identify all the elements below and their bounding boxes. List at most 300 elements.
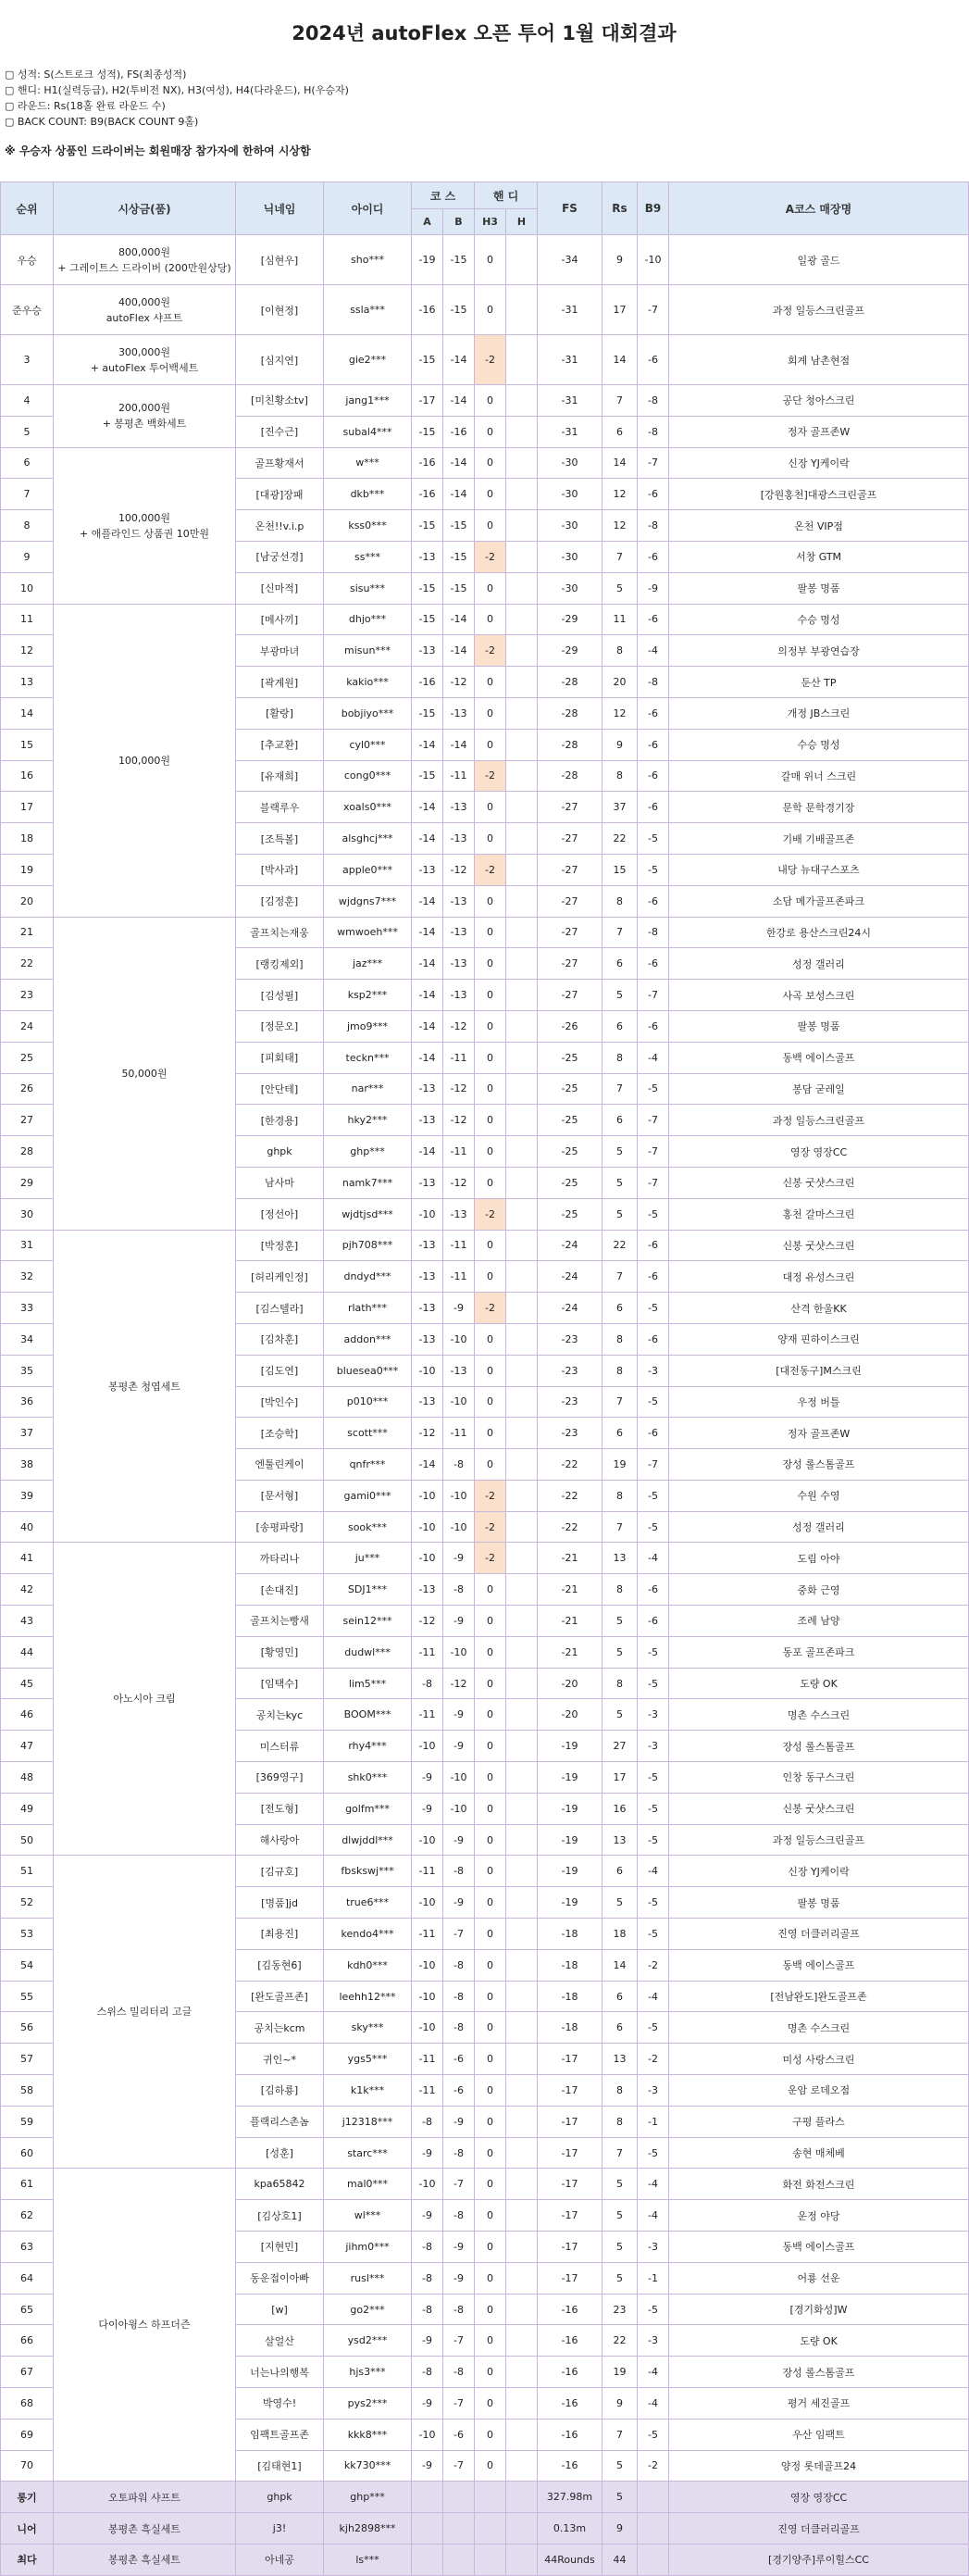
rs-cell: 13 [603,1543,638,1574]
h-cell [506,854,538,885]
h-cell [506,1480,538,1511]
store-cell: [대전동구]M스크린 [669,1355,969,1386]
table-row [1,1856,969,1887]
id-cell: SDJ1*** [324,1574,412,1606]
rank-cell: 21 [1,917,54,948]
rs-cell: 8 [603,1574,638,1606]
id-cell: rusl*** [324,2262,412,2294]
rs-cell: 5 [603,1699,638,1731]
id-cell: dudwl*** [324,1636,412,1668]
id-cell: w*** [324,447,412,479]
h-cell [506,1261,538,1293]
nickname-cell: [정문오] [236,1010,324,1042]
store-cell: 일광 골드 [669,235,969,285]
fs-cell: -19 [538,1856,603,1887]
b9-cell: -3 [638,2075,669,2107]
b9-cell: -7 [638,1449,669,1481]
h-cell [506,285,538,335]
h-cell [506,1919,538,1950]
nickname-cell: [임택수] [236,1668,324,1699]
rs-cell: 23 [603,2294,638,2325]
rs-cell: 8 [603,2075,638,2107]
id-cell: sein12*** [324,1606,412,1637]
b9-cell: -8 [638,385,669,417]
course-b-cell: -6 [443,2419,475,2450]
nickname-cell: [대광]장패 [236,479,324,510]
h-cell [506,2325,538,2357]
h-cell [506,604,538,635]
b9-cell: -8 [638,416,669,447]
rank-cell: 23 [1,980,54,1011]
nickname-cell: [심지연] [236,335,324,385]
course-b-cell: -13 [443,697,475,729]
h3-cell: -2 [475,1293,506,1324]
course-a-cell: -14 [412,980,443,1011]
store-cell: 신봉 굿샷스크린 [669,1167,969,1198]
id-cell: lim5*** [324,1668,412,1699]
rank-cell: 59 [1,2106,54,2137]
id-cell: jang1*** [324,385,412,417]
id-cell: kkk8*** [324,2419,412,2450]
h3-cell: 0 [475,697,506,729]
prize-cell: 봉평촌 흑실세트 [54,2513,236,2545]
prize-cell: 스위스 밀리터리 고글 [54,1856,236,2169]
store-cell: 장성 롤스톰골프 [669,2357,969,2388]
b9-cell: -5 [638,823,669,855]
prize-cell: 800,000원 + 그레이트스 드라이버 (200만원상당) [54,235,236,285]
id-cell: wjdgns7*** [324,885,412,917]
rank-cell: 48 [1,1762,54,1794]
course-b-cell: -11 [443,760,475,792]
h3-cell: 0 [475,917,506,948]
rank-cell: 10 [1,572,54,604]
h-cell [506,1543,538,1574]
course-b-cell: -9 [443,1699,475,1731]
store-cell: 우산 임팩트 [669,2419,969,2450]
rank-cell: 45 [1,1668,54,1699]
h3-cell: 0 [475,1449,506,1481]
store-cell: 명촌 수스크린 [669,2012,969,2044]
store-cell: 팔봉 명품 [669,1010,969,1042]
h-cell [506,2357,538,2388]
id-cell: misun*** [324,635,412,667]
h-cell [506,823,538,855]
b9-cell: -5 [638,1636,669,1668]
b9-cell: -6 [638,729,669,760]
special-award-row [1,2544,969,2575]
rs-cell: 6 [603,1418,638,1449]
course-a-cell: -10 [412,1824,443,1856]
h-cell [506,416,538,447]
course-a-cell: -16 [412,285,443,335]
store-cell: 과정 일등스크린골프 [669,1824,969,1856]
h3-cell: -2 [475,1543,506,1574]
fs-cell: -21 [538,1543,603,1574]
rs-cell: 5 [603,1887,638,1919]
fs-cell: -23 [538,1355,603,1386]
fs-cell: -19 [538,1887,603,1919]
b9-cell: -3 [638,1699,669,1731]
nickname-cell: [김규호] [236,1856,324,1887]
nickname-cell: [w] [236,2294,324,2325]
rs-cell: 5 [603,1198,638,1230]
rs-cell: 8 [603,1323,638,1355]
rank-cell: 최다 [1,2544,54,2575]
rank-cell: 37 [1,1418,54,1449]
nickname-cell: 살얼산 [236,2325,324,2357]
nickname-cell: [전도형] [236,1793,324,1824]
rs-cell: 16 [603,1793,638,1824]
nickname-cell: 박영수! [236,2388,324,2420]
rank-cell: 24 [1,1010,54,1042]
store-cell: 과정 일등스크린골프 [669,285,969,335]
course-a-cell: -11 [412,1856,443,1887]
fs-cell: -25 [538,1198,603,1230]
h-cell [506,2137,538,2169]
h-cell [506,948,538,980]
rs-cell: 5 [603,1606,638,1637]
h-cell [506,2388,538,2420]
rs-cell: 8 [603,760,638,792]
h-cell [506,1636,538,1668]
course-a-cell: -10 [412,1511,443,1543]
rank-cell: 롱기 [1,2482,54,2513]
fs-cell: -16 [538,2325,603,2357]
rank-cell: 51 [1,1856,54,1887]
rs-cell: 6 [603,948,638,980]
h3-cell: -2 [475,760,506,792]
store-cell: 진영 더클러리골프 [669,2513,969,2545]
prize-cell: 50,000원 [54,917,236,1230]
rs-cell: 19 [603,2357,638,2388]
rank-cell: 13 [1,667,54,698]
b9-cell: -4 [638,1543,669,1574]
h-cell [506,447,538,479]
nickname-cell: 공치는kcm [236,2012,324,2044]
nickname-cell: [조특볼] [236,823,324,855]
h3-cell: 0 [475,1167,506,1198]
course-a-cell: -10 [412,2169,443,2200]
rank-cell: 65 [1,2294,54,2325]
id-cell: ysd2*** [324,2325,412,2357]
rank-cell: 15 [1,729,54,760]
id-cell: dndyd*** [324,1261,412,1293]
h-cell [506,1762,538,1794]
special-award-row [1,2482,969,2513]
h-cell [506,635,538,667]
course-a-cell: -13 [412,854,443,885]
id-cell: k1k*** [324,2075,412,2107]
b9-cell: -1 [638,2262,669,2294]
fs-cell: -17 [538,2169,603,2200]
b9-cell: -6 [638,479,669,510]
rank-cell: 19 [1,854,54,885]
course-a-cell: -14 [412,1042,443,1073]
h-cell [506,697,538,729]
h3-cell [475,2513,506,2545]
course-a-cell: -14 [412,1449,443,1481]
b9-cell: -5 [638,1668,669,1699]
rs-cell: 6 [603,1981,638,2012]
b9-cell: -6 [638,792,669,823]
course-a-cell: -16 [412,667,443,698]
course-b-cell: -13 [443,1198,475,1230]
h-cell [506,1136,538,1168]
course-b-cell: -7 [443,2169,475,2200]
id-cell: kakio*** [324,667,412,698]
id-cell: leehh12*** [324,1981,412,2012]
b9-cell: -6 [638,604,669,635]
table-row [1,1230,969,1261]
rs-cell: 5 [603,1636,638,1668]
course-a-cell: -14 [412,823,443,855]
course-a-cell: -16 [412,479,443,510]
course-b-cell: -10 [443,1762,475,1794]
course-a-cell: -15 [412,416,443,447]
h-cell [506,2513,538,2545]
store-cell: 도량 OK [669,1668,969,1699]
rs-cell: 12 [603,697,638,729]
course-a-cell: -10 [412,1981,443,2012]
store-cell: 신봉 굿샷스크린 [669,1793,969,1824]
h-cell [506,1606,538,1637]
nickname-cell: [김태현1] [236,2450,324,2482]
fs-cell: -17 [538,2262,603,2294]
rs-cell: 8 [603,1355,638,1386]
id-cell: addon*** [324,1323,412,1355]
b9-cell: -5 [638,854,669,885]
course-a-cell: -11 [412,1919,443,1950]
b9-cell: -6 [638,1606,669,1637]
h3-cell: 0 [475,1887,506,1919]
h3-cell: 0 [475,885,506,917]
results-table [0,181,969,2576]
fs-cell: -31 [538,385,603,417]
id-cell: dkb*** [324,479,412,510]
rank-cell: 30 [1,1198,54,1230]
b9-cell: -5 [638,1511,669,1543]
h-cell [506,2482,538,2513]
nickname-cell: [김차훈] [236,1323,324,1355]
h-cell [506,1887,538,1919]
course-b-cell: -10 [443,1323,475,1355]
rank-cell: 61 [1,2169,54,2200]
course-b-cell: -11 [443,1230,475,1261]
table-row [1,235,969,285]
h3-cell: 0 [475,2137,506,2169]
b9-cell: -5 [638,2012,669,2044]
h3-cell: 0 [475,1949,506,1981]
rank-cell: 43 [1,1606,54,1637]
rs-cell: 6 [603,1293,638,1324]
table-row [1,2169,969,2200]
fs-cell: -19 [538,1762,603,1794]
course-a-cell: -9 [412,1793,443,1824]
b9-cell: -6 [638,1230,669,1261]
store-cell: 개정 JB스크린 [669,697,969,729]
course-a-cell: -13 [412,541,443,572]
nickname-cell: [진수근] [236,416,324,447]
course-a-cell: -10 [412,1198,443,1230]
nickname-cell: 귀인~* [236,2044,324,2075]
nickname-cell: [손대진] [236,1574,324,1606]
rs-cell: 7 [603,1261,638,1293]
fs-cell: -17 [538,2232,603,2263]
id-cell: apple0*** [324,854,412,885]
rank-cell: 64 [1,2262,54,2294]
id-cell: kk730*** [324,2450,412,2482]
h-cell [506,1293,538,1324]
table-row [1,604,969,635]
nickname-cell: 동운접이아빠 [236,2262,324,2294]
store-cell: 신장 YJ케이락 [669,447,969,479]
h-cell [506,1105,538,1136]
b9-cell: -5 [638,2294,669,2325]
h3-cell: 0 [475,1230,506,1261]
course-a-cell: -19 [412,235,443,285]
id-cell: gami0*** [324,1480,412,1511]
h-cell [506,510,538,542]
course-b-cell: -12 [443,1105,475,1136]
rs-cell: 6 [603,1856,638,1887]
course-a-cell: -15 [412,335,443,385]
fs-cell: -18 [538,2012,603,2044]
h-cell [506,1167,538,1198]
rank-cell: 56 [1,2012,54,2044]
nickname-cell: [활랑] [236,697,324,729]
course-a-cell: -13 [412,1230,443,1261]
prize-cell: 봉평촌 흑실세트 [54,2544,236,2575]
course-a-cell: -11 [412,1636,443,1668]
nickname-cell: [최용진] [236,1919,324,1950]
fs-cell: -21 [538,1574,603,1606]
h-cell [506,1042,538,1073]
store-cell: 문학 문학경기장 [669,792,969,823]
id-cell: shk0*** [324,1762,412,1794]
store-cell: 공단 청아스크린 [669,385,969,417]
h-cell [506,2106,538,2137]
id-cell: namk7*** [324,1167,412,1198]
h-cell [506,1355,538,1386]
b9-cell: -2 [638,2450,669,2482]
store-cell: 동백 에이스골프 [669,2232,969,2263]
fs-cell: -17 [538,2137,603,2169]
course-b-cell: -15 [443,285,475,335]
course-b-cell: -14 [443,447,475,479]
legend-backcount: ▢ BACK COUNT: B9(BACK COUNT 9홀) [5,116,199,128]
id-cell: ygs5*** [324,2044,412,2075]
nickname-cell: [김동현6] [236,1949,324,1981]
header-b9: B9 [638,182,669,235]
rank-cell: 27 [1,1105,54,1136]
course-a-cell: -9 [412,2450,443,2482]
h3-cell: 0 [475,1386,506,1418]
rs-cell: 9 [603,2388,638,2420]
h3-cell: 0 [475,1636,506,1668]
legend-score: ▢ 성적: S(스트로크 성적), FS(최종성적) [5,69,187,81]
nickname-cell: ghpk [236,1136,324,1168]
store-cell: 도량 OK [669,2325,969,2357]
h3-cell: 0 [475,2450,506,2482]
h3-cell: 0 [475,447,506,479]
course-a-cell: -13 [412,1386,443,1418]
course-b-cell: -12 [443,667,475,698]
fs-cell: -20 [538,1668,603,1699]
id-cell: ksp2*** [324,980,412,1011]
course-b-cell: -11 [443,1418,475,1449]
b9-cell: -6 [638,1010,669,1042]
fs-cell: -30 [538,572,603,604]
nickname-cell: [성훈] [236,2137,324,2169]
fs-cell: -22 [538,1449,603,1481]
h-cell [506,792,538,823]
h3-cell: 0 [475,1010,506,1042]
id-cell: cyl0*** [324,729,412,760]
rs-cell: 7 [603,2419,638,2450]
course-a-cell: -8 [412,2357,443,2388]
store-cell: 기배 기배골프존 [669,823,969,855]
h3-cell: 0 [475,479,506,510]
h3-cell: 0 [475,1418,506,1449]
h-cell [506,1856,538,1887]
id-cell: ghp*** [324,1136,412,1168]
course-a-cell: -14 [412,1136,443,1168]
fs-cell: -23 [538,1323,603,1355]
nickname-cell: [박사과] [236,854,324,885]
id-cell: dlwjddl*** [324,1824,412,1856]
h-cell [506,2075,538,2107]
b9-cell: -5 [638,1073,669,1105]
header-rs: Rs [603,182,638,235]
rs-cell: 12 [603,479,638,510]
h3-cell: 0 [475,1105,506,1136]
course-a-cell: -13 [412,1167,443,1198]
header-rank: 순위 [1,182,54,235]
nickname-cell: [지현민] [236,2232,324,2263]
nickname-cell: [김도연] [236,1355,324,1386]
store-cell: 서창 GTM [669,541,969,572]
legend-handicap: ▢ 핸디: H1(실력등급), H2(투비전 NX), H3(여성), H4(다라운드), H(우승자) [5,84,349,96]
store-cell: 도림 아야 [669,1543,969,1574]
fs-cell: -22 [538,1511,603,1543]
h3-cell: 0 [475,385,506,417]
id-cell: wmwoeh*** [324,917,412,948]
store-cell: 산격 한울KK [669,1293,969,1324]
b9-cell: -6 [638,1418,669,1449]
id-cell: gie2*** [324,335,412,385]
course-a-cell: -14 [412,885,443,917]
h-cell [506,1699,538,1731]
rank-cell: 니어 [1,2513,54,2545]
nickname-cell: [369영구] [236,1762,324,1794]
fs-cell: -18 [538,1919,603,1950]
fs-cell: -21 [538,1606,603,1637]
id-cell: cong0*** [324,760,412,792]
prize-cell: 400,000원 autoFlex 샤프트 [54,285,236,335]
course-b-cell: -16 [443,416,475,447]
nickname-cell: [김성필] [236,980,324,1011]
rank-cell: 44 [1,1636,54,1668]
nickname-cell: 엔툴린케이 [236,1449,324,1481]
store-cell: [경기양주]루이힐스CC [669,2544,969,2575]
course-a-cell: -15 [412,604,443,635]
nickname-cell: 미스터류 [236,1731,324,1762]
h3-cell: 0 [475,1136,506,1168]
prize-cell: 봉평촌 청엽세트 [54,1230,236,1543]
store-cell: 봉담 굳레일 [669,1073,969,1105]
id-cell: BOOM*** [324,1699,412,1731]
h-cell [506,2294,538,2325]
